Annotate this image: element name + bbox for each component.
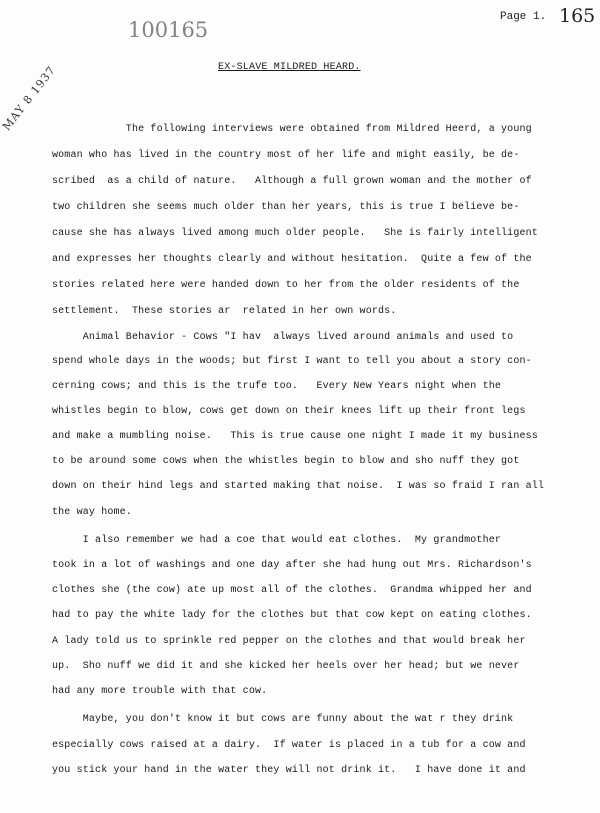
text-line: clothes she (the cow) ate up most all of the clothes. Grandma whipped her and <box>52 585 532 596</box>
document-title: EX-SLAVE MILDRED HEARD. <box>218 62 361 73</box>
text-line: whistles begin to blow, cows get down on their knees lift up their front legs <box>52 406 526 417</box>
text-line: Animal Behavior - Cows "I hav always lived around animals and used to <box>52 332 514 343</box>
text-line: up. Sho nuff we did it and she kicked her heels over her head; but we never <box>52 661 520 672</box>
text-line: down on their hind legs and started making that noise. I was so fraid I ran all <box>52 481 545 492</box>
text-line: to be around some cows when the whistles begin to blow and sho nuff they got <box>52 456 520 467</box>
text-line: had any more trouble with that cow. <box>52 686 268 697</box>
text-line: took in a lot of washings and one day after she had hung out Mrs. Richardson's <box>52 560 532 571</box>
text-line: A lady told us to sprinkle red pepper on the clothes and that would break her <box>52 636 526 647</box>
text-line: The following interviews were obtained from Mildred Heerd, a young <box>52 124 532 135</box>
text-line: cause she has always lived among much older people. She is fairly intelligent <box>52 228 538 239</box>
date-stamp: MAY 8 1937 <box>0 63 59 134</box>
text-line: spend whole days in the woods; but first I want to tell you about a story con- <box>52 356 532 367</box>
text-line: settlement. These stories ar related in her own words. <box>52 306 397 317</box>
text-line: the way home. <box>52 507 132 518</box>
text-line: scribed as a child of nature. Although a full grown woman and the mother of <box>52 176 532 187</box>
page-number: 165 <box>559 5 596 27</box>
page-label: Page 1. <box>500 11 547 23</box>
text-line: especially cows raised at a dairy. If water is placed in a tub for a cow and <box>52 740 526 751</box>
archive-stamp-number: 100165 <box>128 18 209 42</box>
text-line: had to pay the white lady for the clothes but that cow kept on eating clothes. <box>52 610 532 621</box>
text-line: woman who has lived in the country most of her life and might easily, be de- <box>52 150 520 161</box>
text-line: and make a mumbling noise. This is true cause one night I made it my business <box>52 431 538 442</box>
text-line: two children she seems much older than her years, this is true I believe be- <box>52 202 520 213</box>
text-line: stories related here were handed down to her from the older residents of the <box>52 280 520 291</box>
text-line: and expresses her thoughts clearly and without hesitation. Quite a few of the <box>52 254 532 265</box>
text-line: cerning cows; and this is the trufe too. Every New Years night when the <box>52 381 502 392</box>
text-line: Maybe, you don't know it but cows are funny about the wat r they drink <box>52 714 514 725</box>
text-line: you stick your hand in the water they will not drink it. I have done it and <box>52 765 526 776</box>
text-line: I also remember we had a coe that would eat clothes. My grandmother <box>52 535 502 546</box>
